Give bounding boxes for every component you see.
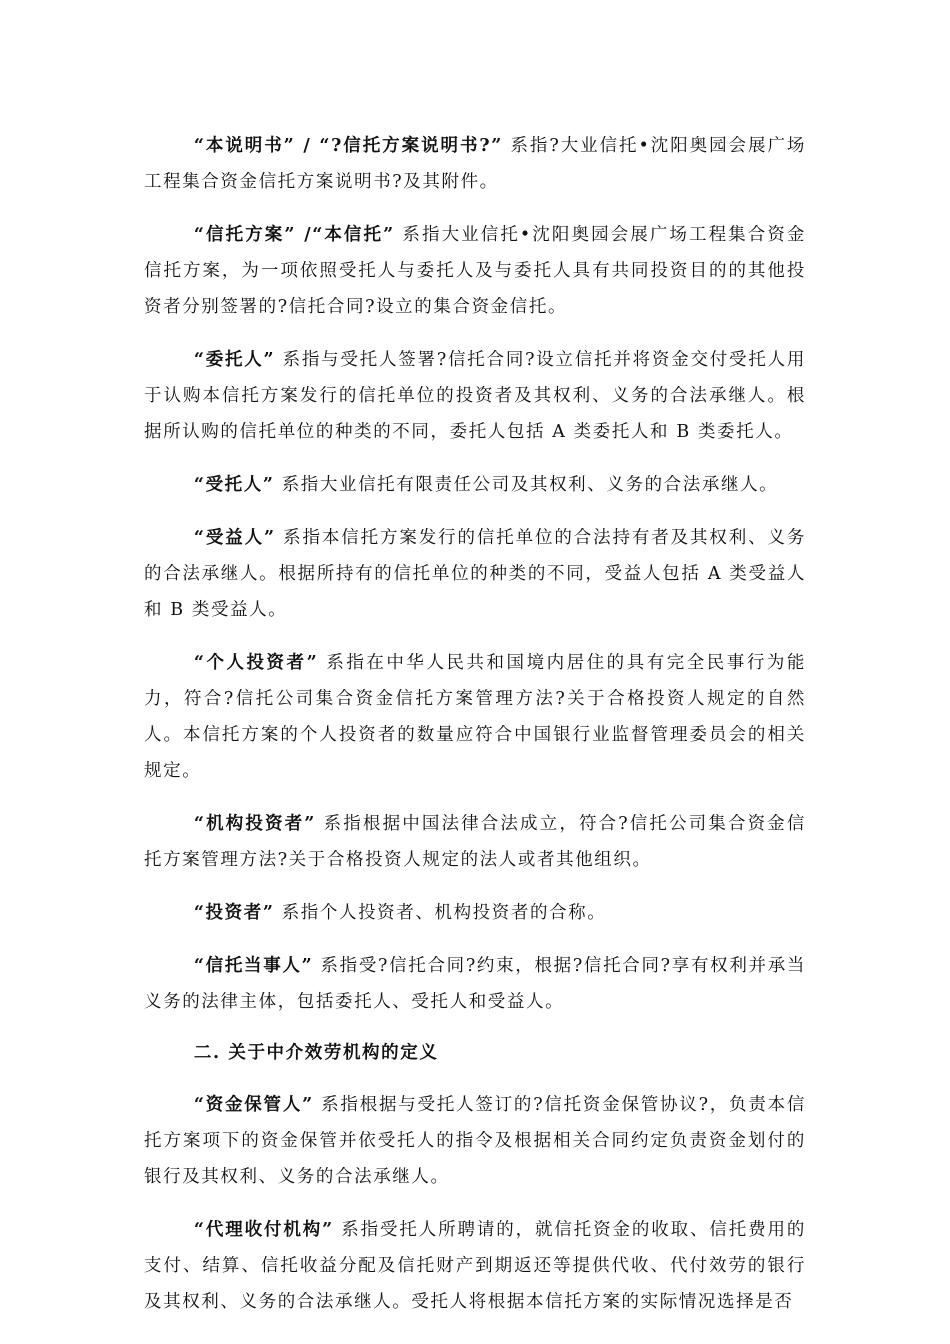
definition-term: “信托当事人”	[193, 956, 314, 976]
definition-text: 系指与受托人签署?信托合同?设立信托并将资金交付受托人用于认购本信托方案发行的信托单位的投资者及其权利、义务的合法承继人。根据所认购的信托单位的种类的不同，委托人包括 A 类委托人和 B 类委托人。	[144, 350, 806, 442]
definition-text: 系指大业信托•沈阳奥园会展广场工程集合资金信托方案，为一项依照受托人与委托人及与委托人具有共同投资目的的其他投资者分别签署的?信托合同?设立的集合资金信托。	[144, 225, 806, 317]
definition-paragraph-trustee	[144, 467, 806, 503]
definition-text: 系指大业信托有限责任公司及其权利、义务的合法承继人。	[281, 475, 779, 495]
definition-term: “个人投资者”	[193, 653, 319, 673]
definition-term: “机构投资者”	[193, 814, 316, 834]
definition-text: 系指受?信托合同?约束，根据?信托合同?享有权利并承当义务的法律主体，包括委托人、受托人和受益人。	[144, 956, 806, 1012]
definition-term: “投资者”	[193, 903, 275, 923]
definition-paragraph-investor	[144, 895, 806, 931]
definition-term: “受托人”	[193, 475, 275, 495]
definition-paragraph-trust-party	[144, 948, 806, 1020]
definition-term: “受益人”	[193, 528, 276, 548]
definition-term: “资金保管人”	[193, 1095, 314, 1115]
definition-text: 系指本信托方案发行的信托单位的合法持有者及其权利、义务的合法承继人。根据所持有的信托单位的种类的不同，受益人包括 A 类受益人和 B 类受益人。	[144, 528, 806, 620]
definition-text: 系指根据中国法律合法成立，符合?信托公司集合资金信托方案管理方法?关于合格投资人规定的法人或者其他组织。	[144, 814, 806, 870]
definition-paragraph-beneficiary	[144, 520, 806, 628]
definition-term: “代理收付机构”	[193, 1220, 334, 1240]
definition-paragraph-payment-agent	[144, 1212, 806, 1320]
definition-text: 系指?大业信托•沈阳奥园会展广场工程集合资金信托方案说明书?及其附件。	[144, 136, 806, 192]
definition-paragraph-settlor	[144, 342, 806, 450]
definition-text: 系指根据与受托人签订的?信托资金保管协议?，负责本信托方案项下的资金保管并依受托人的指令及根据相关合同约定负责资金划付的银行及其权利、义务的合法承继人。	[144, 1095, 806, 1187]
definition-paragraph-custodian	[144, 1087, 806, 1195]
definition-paragraph-trust-plan	[144, 217, 806, 325]
definition-term: “委托人”	[193, 350, 276, 370]
definition-term: “本说明书” / “?信托方案说明书?”	[193, 136, 503, 156]
definition-paragraph-institutional-investor	[144, 806, 806, 878]
definition-paragraph-individual-investor	[144, 645, 806, 789]
definition-paragraph-instruction-book	[144, 128, 806, 200]
definition-text: 系指在中华人民共和国境内居住的具有完全民事行为能力，符合?信托公司集合资金信托方案管理方法?关于合格投资人规定的自然人。本信托方案的个人投资者的数量应符合中国银行业监督管理委员会的相关规定。	[144, 653, 806, 781]
definition-term: “信托方案” /“本信托”	[193, 225, 395, 245]
definition-text: 系指个人投资者、机构投资者的合称。	[281, 903, 607, 923]
section-heading: 二. 关于中介效劳机构的定义	[193, 1043, 439, 1063]
definition-text: 系指受托人所聘请的，就信托资金的收取、信托费用的支付、结算、信托收益分配及信托财产到期返还等提供代收、代付效劳的银行及其权利、义务的合法承继人。受托人将根据本信托方案的实际情况选择是否	[144, 1220, 807, 1312]
